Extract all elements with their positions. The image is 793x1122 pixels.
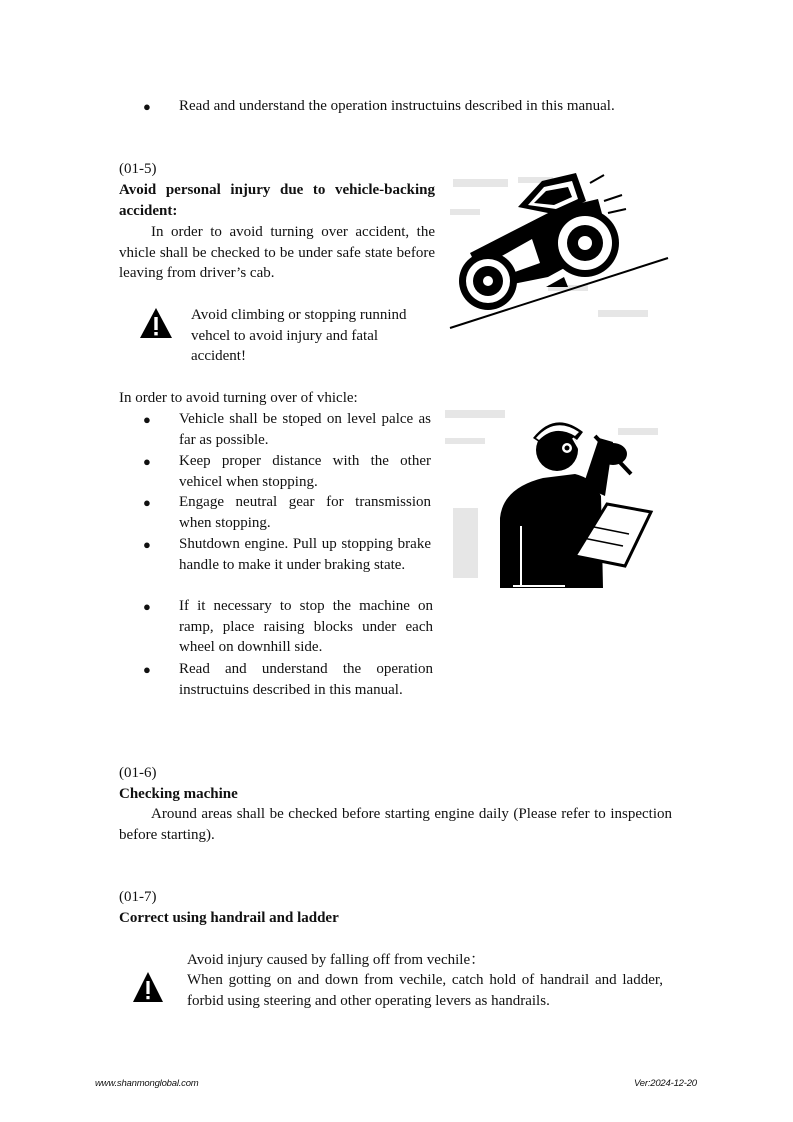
list-item: Keep proper distance with the other vehicel when stopping. <box>179 453 431 490</box>
inspector-clipboard-illustration <box>443 408 673 588</box>
section-title-01-5: Avoid personal injury due to vehicle-backing accident: <box>119 182 435 219</box>
list-item: Vehicle shall be stoped on level palce as far as possible. <box>179 411 431 448</box>
bullet-dot: ● <box>143 662 151 677</box>
bullet-dot: ● <box>143 599 151 614</box>
section-code-01-5: (01-5) <box>119 161 157 177</box>
section-code-01-7: (01-7) <box>119 889 157 905</box>
list-item: Read and understand the operation instructuins described in this manual. <box>179 661 433 698</box>
warning-text-01-7-line2: When gotting on and down from vechile, catch hold of handrail and ladder, forbid using steering and other operating levers as handrails. <box>187 972 663 1009</box>
bullet-dot: ● <box>143 454 151 469</box>
section-para-01-5: In order to avoid turning over accident, the vhicle shall be checked to be under safe state before leaving from driver’s cab. <box>119 224 435 281</box>
roller-tipping-illustration <box>448 165 673 335</box>
bullet-dot: ● <box>143 495 151 510</box>
section-title-01-7: Correct using handrail and ladder <box>119 910 339 926</box>
list-item: If it necessary to stop the machine on ramp, place raising blocks under each wheel on downhill side. <box>179 598 433 655</box>
section-code-01-6: (01-6) <box>119 765 157 781</box>
section-title-01-6: Checking machine <box>119 786 238 802</box>
warning-text-01-7-line1: Avoid injury caused by falling off from vechile： <box>187 952 486 968</box>
bullet-dot: ● <box>143 537 151 552</box>
footer-version: Ver:2024-12-20 <box>634 1078 697 1089</box>
list-item: Engage neutral gear for transmission when stopping. <box>179 494 431 531</box>
warning-icon <box>139 307 173 339</box>
section-para-01-6: Around areas shall be checked before starting engine daily (Please refer to inspection before starting). <box>119 806 672 843</box>
intro-bullet-text: Read and understand the operation instructuins described in this manual. <box>179 98 615 114</box>
list-item: Shutdown engine. Pull up stopping brake handle to make it under braking state. <box>179 536 431 573</box>
bullet-dot: ● <box>143 412 151 427</box>
bullet-dot: ● <box>143 99 151 114</box>
warning-icon <box>132 971 164 1003</box>
list-intro-01-5: In order to avoid turning over of vhicle: <box>119 390 358 406</box>
footer-website: www.shanmonglobal.com <box>95 1078 199 1089</box>
warning-text-01-5: Avoid climbing or stopping runnind vehcel to avoid injury and fatal accident! <box>191 307 407 364</box>
